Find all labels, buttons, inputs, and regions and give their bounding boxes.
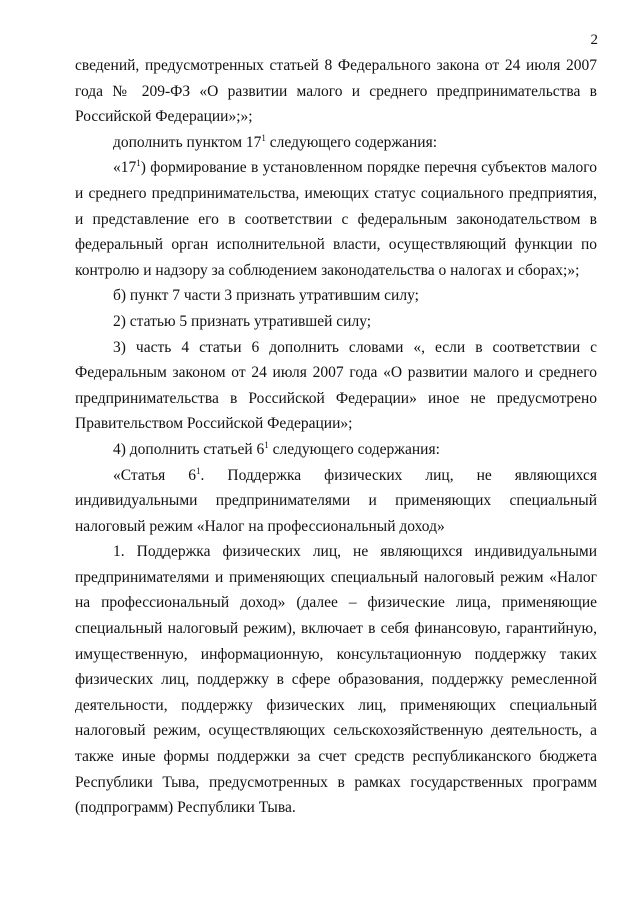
paragraph-point-17-1-text xyxy=(75,155,597,283)
text-segment: . Поддержка физических лиц, не являющихся индивидуальными предпринимателями и применяющих специальный налоговый режим «Налог на профессиональный доход» xyxy=(75,466,597,535)
text-segment: 4) дополнить статьей 6 xyxy=(113,440,265,458)
superscript: 1 xyxy=(136,158,141,169)
superscript: 1 xyxy=(196,465,201,476)
paragraph-item-b: б) пункт 7 части 3 признать утратившим силу; xyxy=(113,287,419,305)
text-segment: ) формирование в установленном порядке перечня субъектов малого и среднего предпринимательства, имеющих статус социального предприятия, и представление его в соответствии с федеральным законодательством в федеральный орган исполнительной власти, осуществляющий функции по контролю и надзору за соблюдением законодательства о налогах и сборах;»; xyxy=(75,159,597,279)
document-body xyxy=(75,53,597,821)
superscript: 1 xyxy=(264,439,269,450)
page-number: 2 xyxy=(590,32,598,48)
text-segment: «17 xyxy=(113,159,137,177)
text-segment: дополнить пунктом 17 xyxy=(113,133,262,151)
paragraph-item-2: 2) статью 5 признать утратившей силу; xyxy=(113,312,372,330)
superscript: 1 xyxy=(261,132,266,143)
paragraph-continuation: сведений, предусмотренных статьей 8 Федерального закона от 24 июля 2007 года № 209-ФЗ «О развитии малого и среднего предпринимательства в Российской Федерации»;»; xyxy=(75,57,597,126)
text-segment: следующего содержания: xyxy=(268,440,440,458)
article-6-1-part-1: 1. Поддержка физических лиц, не являющихся индивидуальными предпринимателями и применяющих специальный налоговый режим «Налог на профессиональный доход» (далее – физические лица, применяющие специальный налоговый режим), включает в себя финансовую, гарантийную, имущественную, информационную, консультационную поддержку таких физических лиц, поддержку в сфере образования, поддержку ремесленной деятельности, поддержку физических лиц, применяющих специальный налоговый режим, осуществляющих сельскохозяйственную деятельность, а также иные формы поддержки за счет средств республиканского бюджета Республики Тыва, предусмотренных в рамках государственных программ (подпрограмм) Республики Тыва. xyxy=(75,543,597,817)
paragraph-item-4 xyxy=(75,437,597,463)
paragraph-add-point-17-1 xyxy=(75,130,597,156)
text-segment: следующего содержания: xyxy=(265,133,438,151)
paragraph-item-3: 3) часть 4 статьи 6 дополнить словами «, если в соответствии с Федеральным законом от 24 июля 2007 года «О развитии малого и среднего предпринимательства в Российской Федерации» иное не предусмотрено Правительством Российской Федерации»; xyxy=(75,338,597,433)
text-segment: «Статья 6 xyxy=(113,466,197,484)
article-6-1-heading xyxy=(75,463,597,540)
